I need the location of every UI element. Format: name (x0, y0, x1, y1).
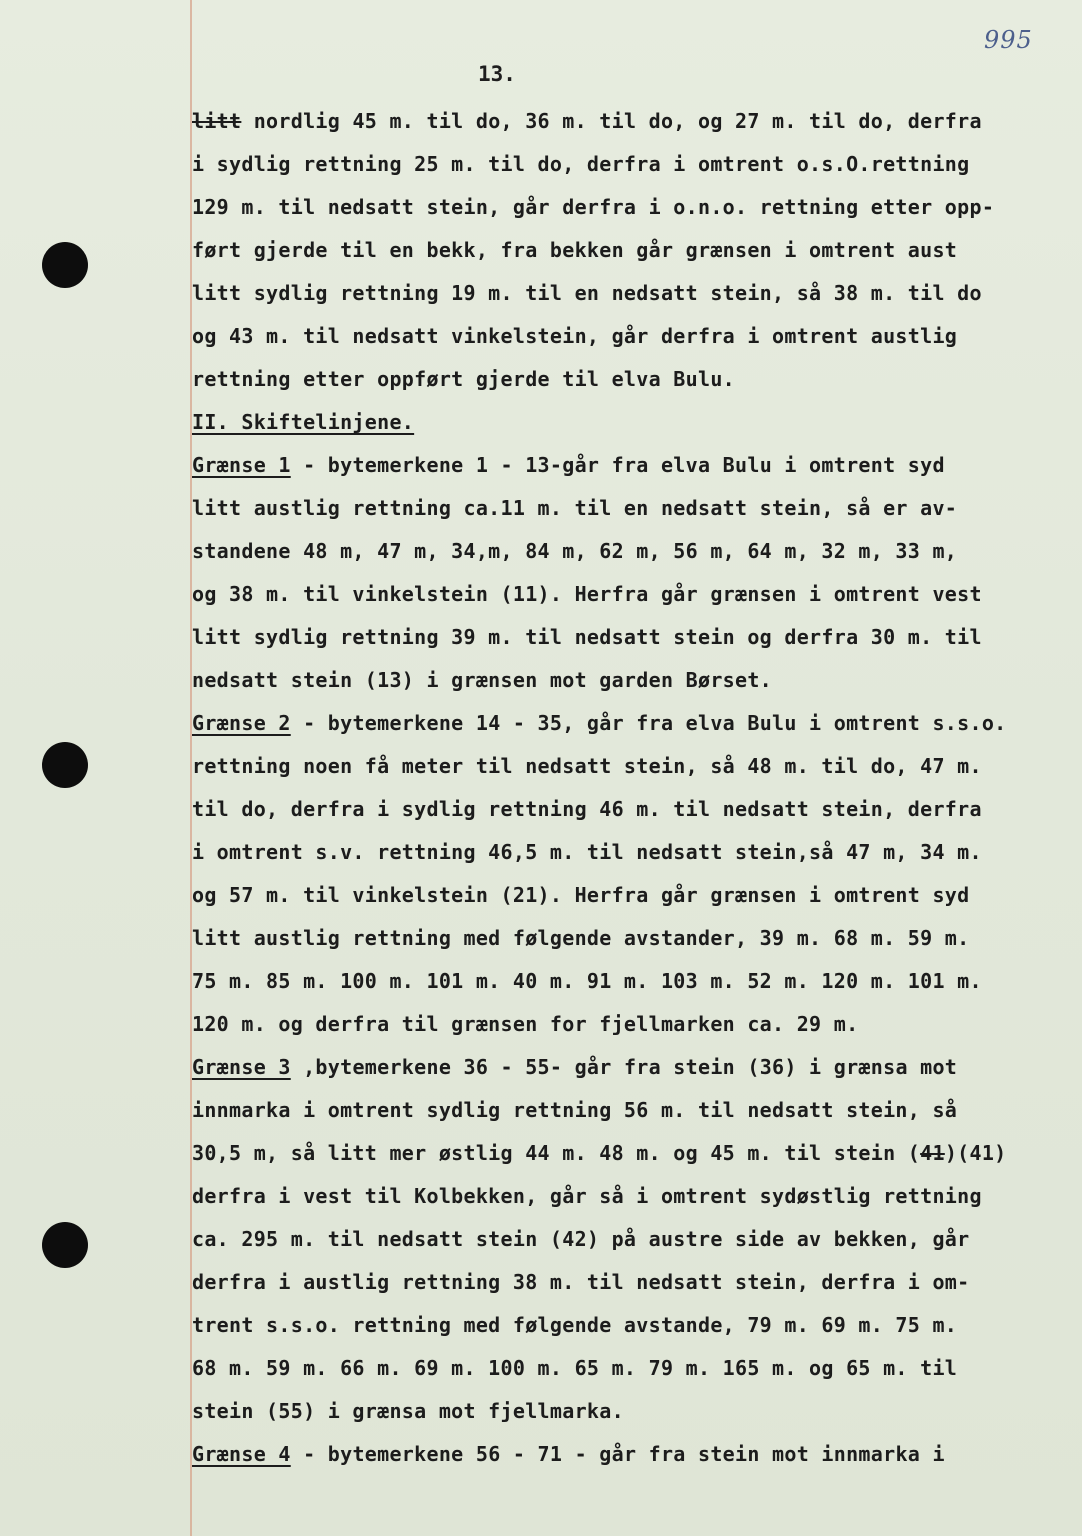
line-text: litt austlig rettning ca.11 m. til en nedsatt stein, så er av- (192, 496, 958, 520)
text-line (192, 1347, 1042, 1390)
text-line (192, 745, 1042, 788)
line-text: stein (55) i grænsa mot fjellmarka. (192, 1399, 624, 1423)
line-text: rettning etter oppført gjerde til elva Bulu. (192, 367, 736, 391)
section-heading: Grænse 4 (192, 1442, 291, 1466)
text-line (192, 831, 1042, 874)
text-line (192, 616, 1042, 659)
text-line (192, 788, 1042, 831)
line-prefix: 30,5 m, så litt mer østlig 44 m. 48 m. og 45 m. til stein ( (192, 1141, 921, 1165)
section-heading: Grænse 2 (192, 711, 291, 735)
line-text: 75 m. 85 m. 100 m. 101 m. 40 m. 91 m. 103 m. 52 m. 120 m. 101 m. (192, 969, 982, 993)
text-line (192, 487, 1042, 530)
line-text: i sydlig rettning 25 m. til do, derfra i omtrent o.s.O.rettning (192, 152, 970, 176)
line-text: 129 m. til nedsatt stein, går derfra i o.n.o. rettning etter opp- (192, 195, 995, 219)
text-line (192, 315, 1042, 358)
text-line (192, 229, 1042, 272)
punch-hole (42, 742, 88, 788)
text-line (192, 358, 1042, 401)
section-heading: Grænse 1 (192, 453, 291, 477)
line-text: nedsatt stein (13) i grænsen mot garden Børset. (192, 668, 773, 692)
text-line (192, 573, 1042, 616)
text-line (192, 143, 1042, 186)
line-text: litt austlig rettning med følgende avstander, 39 m. 68 m. 59 m. (192, 926, 970, 950)
text-line (192, 1261, 1042, 1304)
punch-hole (42, 242, 88, 288)
text-line (192, 960, 1042, 1003)
text-line (192, 444, 1042, 487)
line-text: og 57 m. til vinkelstein (21). Herfra går grænsen i omtrent syd (192, 883, 970, 907)
text-line (192, 1218, 1042, 1261)
line-text: og 38 m. til vinkelstein (11). Herfra går grænsen i omtrent vest (192, 582, 982, 606)
page-number: 13. (478, 62, 516, 86)
line-text: trent s.s.o. rettning med følgende avstande, 79 m. 69 m. 75 m. (192, 1313, 958, 1337)
text-line (192, 1304, 1042, 1347)
text-line (192, 1132, 1042, 1175)
line-text: ,bytemerkene 36 - 55- går fra stein (36) i grænsa mot (290, 1055, 958, 1079)
text-line (192, 1390, 1042, 1433)
section-heading: II. Skiftelinjene. (192, 410, 415, 434)
line-text: - bytemerkene 56 - 71 - går fra stein mot innmarka i (290, 1442, 945, 1466)
line-text: og 43 m. til nedsatt vinkelstein, går derfra i omtrent austlig (192, 324, 958, 348)
line-text: - bytemerkene 14 - 35, går fra elva Bulu i omtrent s.s.o. (290, 711, 1007, 735)
line-text: standene 48 m, 47 m, 34,m, 84 m, 62 m, 56 m, 64 m, 32 m, 33 m, (192, 539, 958, 563)
text-line (192, 530, 1042, 573)
line-text: - bytemerkene 1 - 13-går fra elva Bulu i omtrent syd (290, 453, 945, 477)
line-text: rettning noen få meter til nedsatt stein, så 48 m. til do, 47 m. (192, 754, 982, 778)
text-line (192, 874, 1042, 917)
line-text: derfra i vest til Kolbekken, går så i omtrent sydøstlig rettning (192, 1184, 982, 1208)
struck-text: litt (192, 109, 242, 133)
punch-hole (42, 1222, 88, 1268)
line-text: til do, derfra i sydlig rettning 46 m. til nedsatt stein, derfra (192, 797, 982, 821)
body-text (192, 100, 1042, 1476)
text-line (192, 1003, 1042, 1046)
text-line (192, 659, 1042, 702)
line-text: innmarka i omtrent sydlig rettning 56 m. til nedsatt stein, så (192, 1098, 958, 1122)
line-text: litt sydlig rettning 19 m. til en nedsatt stein, så 38 m. til do (192, 281, 982, 305)
text-line (192, 1089, 1042, 1132)
line-text: ført gjerde til en bekk, fra bekken går grænsen i omtrent aust (192, 238, 958, 262)
line-text: litt sydlig rettning 39 m. til nedsatt stein og derfra 30 m. til (192, 625, 982, 649)
line-text: i omtrent s.v. rettning 46,5 m. til nedsatt stein,så 47 m, 34 m. (192, 840, 982, 864)
text-line (192, 1046, 1042, 1089)
line-text: )(41) (944, 1141, 1007, 1165)
text-line (192, 702, 1042, 745)
section-heading: Grænse 3 (192, 1055, 291, 1079)
text-line (192, 100, 1042, 143)
text-line (192, 917, 1042, 960)
line-text: 68 m. 59 m. 66 m. 69 m. 100 m. 65 m. 79 m. 165 m. og 65 m. til (192, 1356, 958, 1380)
line-text: derfra i austlig rettning 38 m. til nedsatt stein, derfra i om- (192, 1270, 970, 1294)
text-line (192, 186, 1042, 229)
line-text: 120 m. og derfra til grænsen for fjellmarken ca. 29 m. (192, 1012, 859, 1036)
text-line (192, 401, 1042, 444)
text-line (192, 1175, 1042, 1218)
text-line (192, 1433, 1042, 1476)
line-text: ca. 295 m. til nedsatt stein (42) på austre side av bekken, går (192, 1227, 970, 1251)
line-text: nordlig 45 m. til do, 36 m. til do, og 27 m. til do, derfra (241, 109, 982, 133)
text-line (192, 272, 1042, 315)
folio-number: 995 (984, 26, 1033, 54)
struck-text: 41 (920, 1141, 945, 1165)
